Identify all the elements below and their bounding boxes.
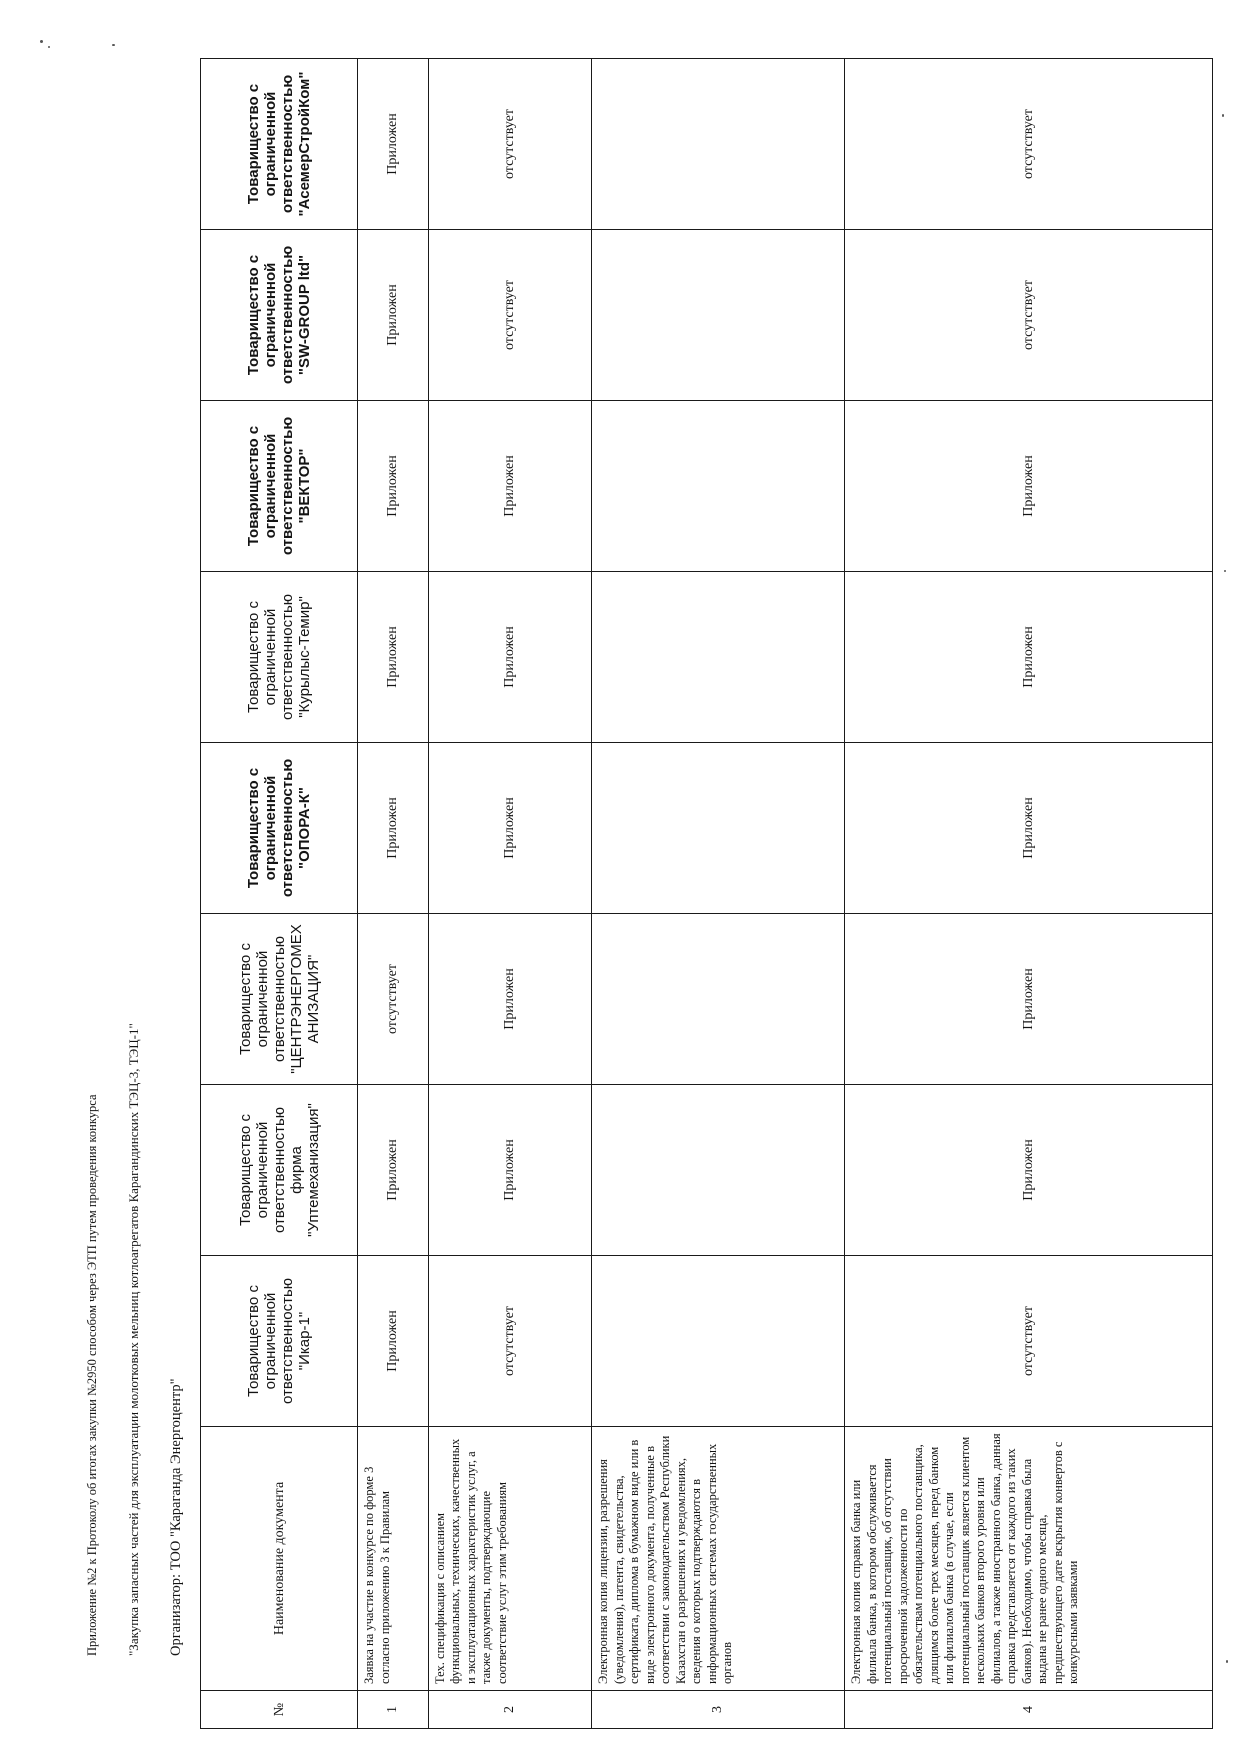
documents-table — [200, 58, 1213, 1729]
status-cell: Приложен — [358, 572, 429, 743]
status-cell: отсутствует — [428, 230, 591, 401]
status-cell: отсутствует — [845, 1256, 1213, 1427]
column-header-company: Товарищество с ограниченной ответственностью "Икар-1" — [201, 1256, 358, 1427]
procurement-subject: "Закупка запасных частей для эксплуатации молотковых мельниц котлоагрегатов Карагандинских ТЭЦ-3, ТЭЦ-1" — [126, 1023, 141, 1656]
table-row — [428, 59, 591, 1729]
document-name: Электронная копия справки банка или филиала банка, в котором обслуживается потенциальный поставщик, об отсутствии просроченной задолженности по обязательствам потенциального поставщика, длящимся более трех месяцев, перед банком или филиалом банка (в случае, если потенциальный поставщик является клиентом нескольких банков второго уровня или филиалов, а также иностранного банка, данная справка представляется от каждого из таких банков). Необходимо, чтобы справка была выдана не ранее одного месяца, предшествующего дате вскрытия конвертов с конкурсными заявками — [845, 1427, 1213, 1691]
status-cell: отсутствует — [428, 1256, 591, 1427]
status-cell: Приложен — [845, 743, 1213, 914]
column-header-company: Товарищество с ограниченной ответственностью "SW-GROUP ltd" — [201, 230, 358, 401]
status-cell: Приложен — [358, 401, 429, 572]
table-row — [845, 59, 1213, 1729]
row-number: 1 — [358, 1691, 429, 1729]
status-cell — [592, 743, 845, 914]
document-name: Заявка на участие в конкурсе по форме 3 согласно приложению 3 к Правилам — [358, 1427, 429, 1691]
document-name: Электронная копия лицензии, разрешения (уведомления), патента, свидетельства, сертификата, диплома в бумажном виде или в виде электронного документа, полученные в соответствии с законодательством Республики Казахстан о разрешениях и уведомлениях, сведения о которых подтверждаются в информационных системах государственных органов — [592, 1427, 845, 1691]
scan-speck — [1224, 570, 1226, 572]
column-header-number: № — [201, 1691, 358, 1729]
column-header-company: Товарищество с ограниченной ответственностью "Курылыс-Темир" — [201, 572, 358, 743]
status-cell — [592, 572, 845, 743]
status-cell: Приложен — [358, 1256, 429, 1427]
row-number: 3 — [592, 1691, 845, 1729]
row-number: 2 — [428, 1691, 591, 1729]
status-cell: отсутствует — [845, 59, 1213, 230]
status-cell: Приложен — [428, 572, 591, 743]
status-cell: Приложен — [845, 914, 1213, 1085]
status-cell — [592, 1256, 845, 1427]
header-row — [201, 59, 358, 1729]
status-cell: Приложен — [428, 1085, 591, 1256]
status-cell — [592, 401, 845, 572]
column-header-document-name: Наименование документа — [201, 1427, 358, 1691]
status-cell: Приложен — [358, 59, 429, 230]
organizer-line: Организатор: ТОО "Караганда Энергоцентр" — [168, 1378, 184, 1656]
status-cell — [592, 230, 845, 401]
status-cell: Приложен — [845, 572, 1213, 743]
scan-speck — [40, 40, 43, 43]
column-header-company: Товарищество с ограниченной ответственностью "ОПОРА-К" — [201, 743, 358, 914]
scan-speck — [48, 46, 50, 48]
status-cell: Приложен — [358, 1085, 429, 1256]
status-cell: Приложен — [845, 1085, 1213, 1256]
status-cell: отсутствует — [845, 230, 1213, 401]
column-header-company: Товарищество с ограниченной ответственностью "АсемерСтройКом" — [201, 59, 358, 230]
status-cell: Приложен — [428, 743, 591, 914]
row-number: 4 — [845, 1691, 1213, 1729]
scan-speck — [112, 44, 115, 46]
scan-speck — [1222, 114, 1224, 117]
status-cell: Приложен — [428, 401, 591, 572]
column-header-company: Товарищество с ограниченной ответственностью "ЦЕНТРЭНЕРГОМЕХ АНИЗАЦИЯ" — [201, 914, 358, 1085]
document-name: Тех. спецификация с описанием функциональных, технических, качественных и эксплуатационных характеристик услуг, а также документы, подтверждающие соответствие услуг этим требованиям — [428, 1427, 591, 1691]
status-cell: отсутствует — [358, 914, 429, 1085]
table-row — [358, 59, 429, 1729]
status-cell: Приложен — [428, 914, 591, 1085]
scan-speck — [1226, 1660, 1228, 1663]
status-cell — [592, 914, 845, 1085]
column-header-company: Товарищество с ограниченной ответственностью фирма "Уптемеханизация" — [201, 1085, 358, 1256]
status-cell: Приложен — [845, 401, 1213, 572]
column-header-company: Товарищество с ограниченной ответственностью "ВЕКТОР" — [201, 401, 358, 572]
appendix-title: Приложение №2 к Протоколу об итогах закупки №2950 способом через ЭТП путем проведения конкурса — [85, 1094, 99, 1656]
status-cell: отсутствует — [428, 59, 591, 230]
status-cell — [592, 1085, 845, 1256]
status-cell — [592, 59, 845, 230]
status-cell: Приложен — [358, 230, 429, 401]
status-cell: Приложен — [358, 743, 429, 914]
table-row — [592, 59, 845, 1729]
